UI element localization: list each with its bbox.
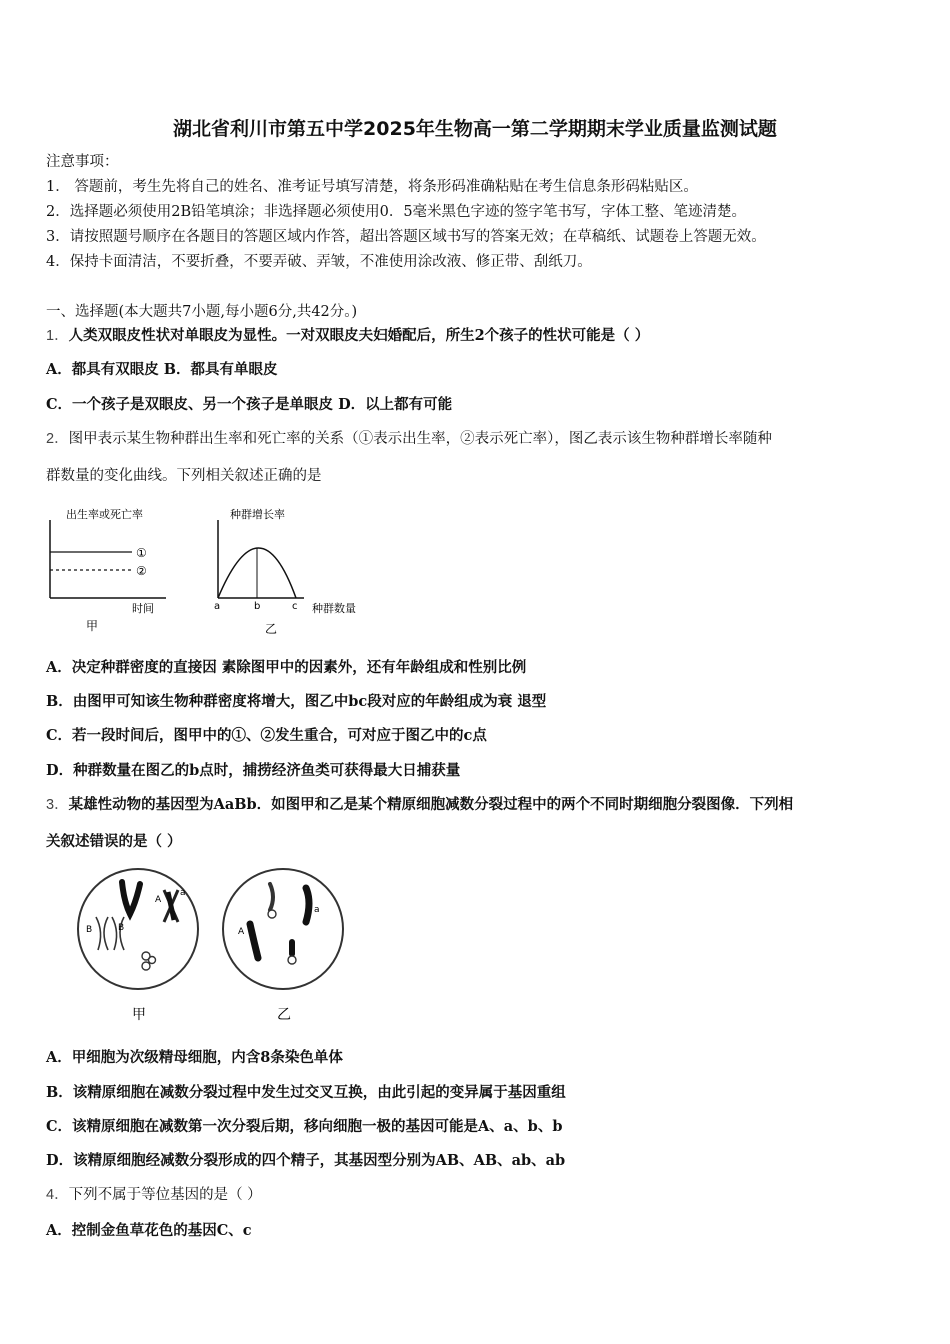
line-2-label: ②	[136, 564, 147, 578]
jia-caption: 甲	[86, 619, 99, 633]
figure-jia-graph	[50, 507, 166, 633]
jia-ylabel: 出生率或死亡率	[66, 508, 143, 521]
q3-cell-figure	[70, 862, 370, 1027]
yi-xlabel: 种群数量	[312, 602, 356, 615]
q2-option-c: C．若一段时间后，图甲中的①、②发生重合，可对应于图乙中的c点	[46, 727, 487, 744]
gene-label: B	[118, 923, 125, 933]
question-stem: 下列不属于等位基因的是（ ）	[68, 1187, 262, 1203]
question-3-line2: 关叙述错误的是（ ）	[46, 833, 182, 850]
gene-label: B	[86, 925, 93, 935]
question-1	[46, 326, 649, 346]
line-1-label: ①	[136, 546, 147, 560]
gene-label: A	[238, 927, 245, 937]
question-2	[46, 429, 772, 449]
cell-yi	[223, 869, 343, 1023]
gene-label: A	[155, 895, 162, 905]
q4-option-a: A．控制金鱼草花色的基因C、c	[46, 1222, 252, 1239]
question-3	[46, 795, 793, 815]
yi-caption: 乙	[265, 622, 278, 636]
q2-option-b: B．由图甲可知该生物种群密度将增大，图乙中bc段对应的年龄组成为衰 退型	[46, 693, 547, 710]
question-number: 4．	[46, 1187, 69, 1203]
notice-item-4: 4．保持卡面清洁，不要折叠，不要弄破、弄皱，不准使用涂改液、修正带、刮纸刀。	[46, 254, 592, 270]
point-b-label: b	[254, 601, 261, 612]
q2-option-a: A．决定种群密度的直接因 素除图甲中的因素外，还有年龄组成和性别比例	[46, 659, 527, 676]
cell-yi-caption: 乙	[277, 1007, 291, 1023]
q3-option-c: C．该精原细胞在减数第一次分裂后期，移向细胞一极的基因可能是A、a、b、b	[46, 1118, 563, 1135]
gene-label: a	[314, 905, 320, 915]
notice-item-2: 2．选择题必须使用2B铅笔填涂；非选择题必须使用0．5毫米黑色字迹的签字笔书写，字体工整、笔迹清楚。	[46, 204, 747, 220]
question-stem: 人类双眼皮性状对单眼皮为显性。一对双眼皮夫妇婚配后，所生2个孩子的性状可能是（ ）	[68, 327, 650, 344]
section-heading: 一、选择题(本大题共7小题,每小题6分,共42分。)	[46, 304, 358, 320]
question-number: 3．	[46, 797, 69, 813]
question-2-line2: 群数量的变化曲线。下列相关叙述正确的是	[46, 468, 322, 484]
question-number: 2．	[46, 431, 69, 447]
gene-label: a	[180, 888, 186, 898]
q2-option-d: D．种群数量在图乙的b点时，捕捞经济鱼类可获得最大日捕获量	[46, 762, 461, 779]
q3-option-d: D．该精原细胞经减数分裂形成的四个精子，其基因型分别为AB、AB、ab、ab	[46, 1152, 566, 1169]
notice-item-1: 1． 答题前，考生先将自己的姓名、准考证号填写清楚，将条形码准确粘贴在考生信息条形码粘贴区。	[46, 179, 698, 195]
question-stem-line1: 图甲表示某生物种群出生率和死亡率的关系（①表示出生率，②表示死亡率），图乙表示该生物种群增长率随种	[68, 431, 772, 447]
notice-item-3: 3．请按照题号顺序在各题目的答题区域内作答，超出答题区域书写的答案无效；在草稿纸、试题卷上答题无效。	[46, 229, 766, 245]
question-4	[46, 1185, 262, 1205]
point-a-label: a	[214, 601, 221, 612]
cell-jia-caption: 甲	[132, 1007, 146, 1023]
q1-options-cd: C．一个孩子是双眼皮、另一个孩子是单眼皮 D．以上都有可能	[46, 396, 453, 413]
yi-ylabel: 种群增长率	[230, 508, 285, 521]
notice-heading: 注意事项：	[46, 154, 119, 170]
jia-xlabel: 时间	[132, 602, 154, 615]
point-c-label: c	[292, 601, 298, 612]
question-stem-line1: 某雄性动物的基因型为AaBb．如图甲和乙是某个精原细胞减数分裂过程中的两个不同时期细胞分裂图像．下列相	[68, 796, 794, 813]
page-title: 湖北省利川市第五中学2025年生物高一第二学期期末学业质量监测试题	[173, 118, 777, 140]
figure-yi-graph	[214, 507, 356, 636]
q1-options-ab: A．都具有双眼皮 B．都具有单眼皮	[46, 361, 278, 378]
cell-jia	[78, 869, 198, 1023]
question-number: 1．	[46, 328, 69, 344]
q3-option-a: A．甲细胞为次级精母细胞，内含8条染色单体	[46, 1049, 343, 1066]
q2-figure	[36, 500, 376, 640]
q3-option-b: B．该精原细胞在减数分裂过程中发生过交叉互换，由此引起的变异属于基因重组	[46, 1084, 566, 1101]
